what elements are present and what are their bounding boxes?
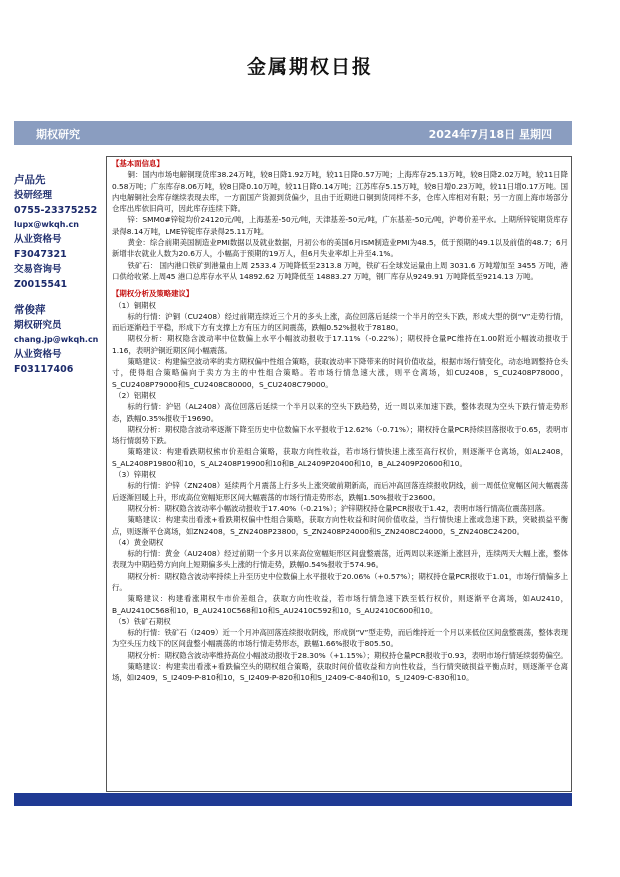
analyst-name: 常俊萍 xyxy=(14,304,46,316)
report-category: 期权研究 xyxy=(36,128,80,141)
analysis-paragraph: 标的行情：铁矿石（I2409）近一个月冲高回落连续报收阴线，形成倒“V”型走势，而后维持近一个月以来低位区间盘整震荡，整体表现为空头压力线下的区间盘整小幅震荡的市场行情走势形态，跌幅1.66%报收于805.50。 xyxy=(112,628,568,649)
analyst-name: 卢品先 xyxy=(14,174,46,186)
analysis-paragraph: 策略建议：构建偏空波动率的卖方期权偏中性组合策略，获取波动率下降带来的时间价值收益，根据市场行情变化，动态地调整持仓头寸，使得组合策略偏向于卖方为主的中性组合策略。若市场行情急速大涨，则平仓离场，如CU2408，S_CU2408P78000，S_CU2408P79000和S_CU2408C80000，S_CU2408C79000。 xyxy=(112,357,568,389)
analysis-paragraph: 期权分析：期权隐含波动率中位数偏上水平小幅波动报收于17.11%（-0.22%）；期权持仓量PC维持在1.00附近小幅波动报收于1.16，表明沪铜近期区间小幅震荡。 xyxy=(112,334,568,355)
analyst-sidebar xyxy=(14,172,106,385)
basics-paragraph-copper: 铜：国内市场电解铜现货库38.24万吨，较8日降1.92万吨，较11日降0.57万吨；上海库存25.13万吨，较8日降2.02万吨，较11日降0.58万吨；广东库存8.06万吨，较8日降0.10万吨，较11日降0.14万吨；江苏库存5.15万吨，较8日增0.23万吨，较11日增0.17万吨。国内电解铜社会库存继续表现去库，一方面国产货源到货偏少，且由于近期进口铜到货同样不多，仓库入库相对有限；另一方面上海市场部分仓库出库依旧尚可，因此库存连续下降。 xyxy=(112,170,568,214)
basics-paragraph-iron-ore: 铁矿石： 国内港口铁矿到港量由上周 2533.4 万吨降低至2313.8 万吨，铁矿石全球发运量由上周 3031.6 万吨增加至 3455 万吨，港口供给收紧.上周45 港口总库存水平从 14892.62 万吨降低至 14883.27 万吨，钢厂库存从9249.91 万吨降低至9214.13 万吨。 xyxy=(112,260,568,281)
basics-paragraph-gold: 黄金：综合前期美国制造业PMI数据以及就业数据，月初公布的美国6月ISM制造业PMI为48.5，低于预期的49.1以及前值的48.7；6月新增非农就业人数为20.6万人，小幅高于预期的19万人，但6月失业率却上升至4.1%。 xyxy=(112,238,568,259)
section-heading-basics: 【基本面信息】 xyxy=(112,159,164,168)
report-title: 金属期权日报 xyxy=(246,56,373,78)
analysis-paragraph: 策略建议：构建看跌期权熊市价差组合策略，获取方向性收益，若市场行情快速上涨至高行权价，则逐渐平仓离场，如AL2408，S_AL2408P19800和10，S_AL2408P19900和10和B_AL2409P20400和10，B_AL2409P20600和10。 xyxy=(112,447,568,468)
analyst-role: 期权研究员 xyxy=(14,320,62,331)
subsection-label: （1）铜期权 xyxy=(114,300,156,310)
analysis-paragraph: 标的行情：沪锌（ZN2408）延续两个月震荡上行多头上涨突破前期新高，而后冲高回落连续报收阴线，前一周低位宽幅区间大幅震荡后逐渐回暖上升，形成高位宽幅矩形区间大幅震荡的市场行情走势形态，跌幅1.50%报收于23600。 xyxy=(112,481,568,502)
subsection-label: （3）锌期权 xyxy=(114,470,156,480)
analysis-paragraph: 策略建议：构建卖出看涨+看跌偏空头的期权组合策略，获取时间价值收益和方向性收益，当行情突破损益平衡点时，则逐渐平仓离场，如I2409，S_I2409-P-810和10，S_I2409-P-820和10和S_I2409-C-840和10，S_I2409-C-830和10。 xyxy=(112,662,568,683)
analyst-consult-label: 交易咨询号 xyxy=(14,264,62,275)
analysis-paragraph: 期权分析：期权隐含波动率逐渐下降至历史中位数偏下水平报收于12.62%（-0.71%）；期权持仓量PCR持续回落报收于0.65，表明市场行情弱势下跌。 xyxy=(112,424,568,446)
analyst-card xyxy=(14,172,106,292)
subsection-label: （5）铁矿石期权 xyxy=(114,616,171,626)
analysis-paragraph: 标的行情：沪铜（CU2408）经过前期连续近三个月的多头上涨，高位回落后延续一个半月的空头下跌，形成大型的倒“V”走势行情，而后逐渐趋于平稳，形成下方有支撑上方有压力的区间震荡，跌幅0.52%报收于78180。 xyxy=(112,311,568,333)
analyst-qualification-label: 从业资格号 xyxy=(14,234,62,245)
subsection-label: （2）铝期权 xyxy=(114,390,156,400)
analysis-paragraph: 期权分析：期权隐含波动率维持高位小幅波动报收于28.30%（+1.15%）；期权持仓量PCR报收于0.93，表明市场行情延续弱势偏空。 xyxy=(127,650,568,660)
analysis-paragraph: 策略建议：构建看涨期权牛市价差组合，获取方向性收益，若市场行情急速下跌至低行权价，则逐渐平仓离场，如AU2410，B_AU2410C568和10，B_AU2410C568和10和S_AU2410C592和10，S_AU2410C600和10。 xyxy=(112,594,568,615)
report-body xyxy=(112,158,568,684)
footer-bar xyxy=(14,793,572,806)
analysis-paragraph: 策略建议：构建卖出看涨+看跌期权偏中性组合策略，获取方向性收益和时间价值收益，当行情快速上涨或急速下跌，突破损益平衡点，则逐渐平仓离场，如ZN2408，S_ZN2408P23800，S_ZN2408P24000和S_ZN2408C24000，S_ZN2408C24200。 xyxy=(112,515,568,536)
basics-paragraph-zinc: 锌：SMM0#锌锭均价24120元/吨，上海基差-50元/吨，天津基差-50元/吨，广东基差-50元/吨，沪粤价差平水。上期所锌锭期货库存录得8.14万吨，LME锌锭库存录得25.11万吨。 xyxy=(112,215,568,236)
analyst-consult-number: Z0015541 xyxy=(14,279,68,290)
analyst-qualification-number: F03117406 xyxy=(14,364,74,375)
analysis-paragraph: 标的行情：黄金（AU2408）经过前期一个多月以来高位宽幅矩形区间盘整震荡，近两周以来逐渐上涨回升，连续两天大幅上涨，整体表现为中期趋势方向向上短期偏多头上涨的行情走势，跌幅0.54%报收于574.96。 xyxy=(112,549,568,570)
subsection-label: （4）黄金期权 xyxy=(114,537,164,547)
report-date: 2024年7月18日 星期四 xyxy=(428,128,552,141)
analyst-email[interactable]: chang.jp@wkqh.cn xyxy=(14,335,99,344)
analyst-role: 投研经理 xyxy=(14,190,53,201)
analyst-phone: 0755-23375252 xyxy=(14,205,98,216)
analyst-qualification-number: F3047321 xyxy=(14,249,67,260)
analysis-paragraph: 期权分析：期权隐含波动率持续上升至历史中位数偏上水平报收于20.06%（+0.57%）；期权持仓量PCR报收于1.01，市场行情偏多上行。 xyxy=(112,571,568,592)
analyst-card xyxy=(14,302,106,377)
section-heading-analysis: 【期权分析及策略建议】 xyxy=(112,289,194,299)
analysis-paragraph: 期权分析：期权隐含波动率小幅波动报收于17.40%（-0.21%）；沪锌期权持仓量PCR报收于1.42，表明市场行情高位震荡回落。 xyxy=(127,503,550,513)
analyst-qualification-label: 从业资格号 xyxy=(14,349,62,360)
analysis-paragraph: 标的行情：沪铝（AL2408）高位回落后延续一个半月以来的空头下跌趋势，近一周以来加速下跌，整体表现为空头下跌行情走势形态，跌幅0.35%报收于19690。 xyxy=(112,402,568,423)
analyst-email[interactable]: lupx@wkqh.cn xyxy=(14,220,79,229)
header-banner xyxy=(14,121,572,145)
